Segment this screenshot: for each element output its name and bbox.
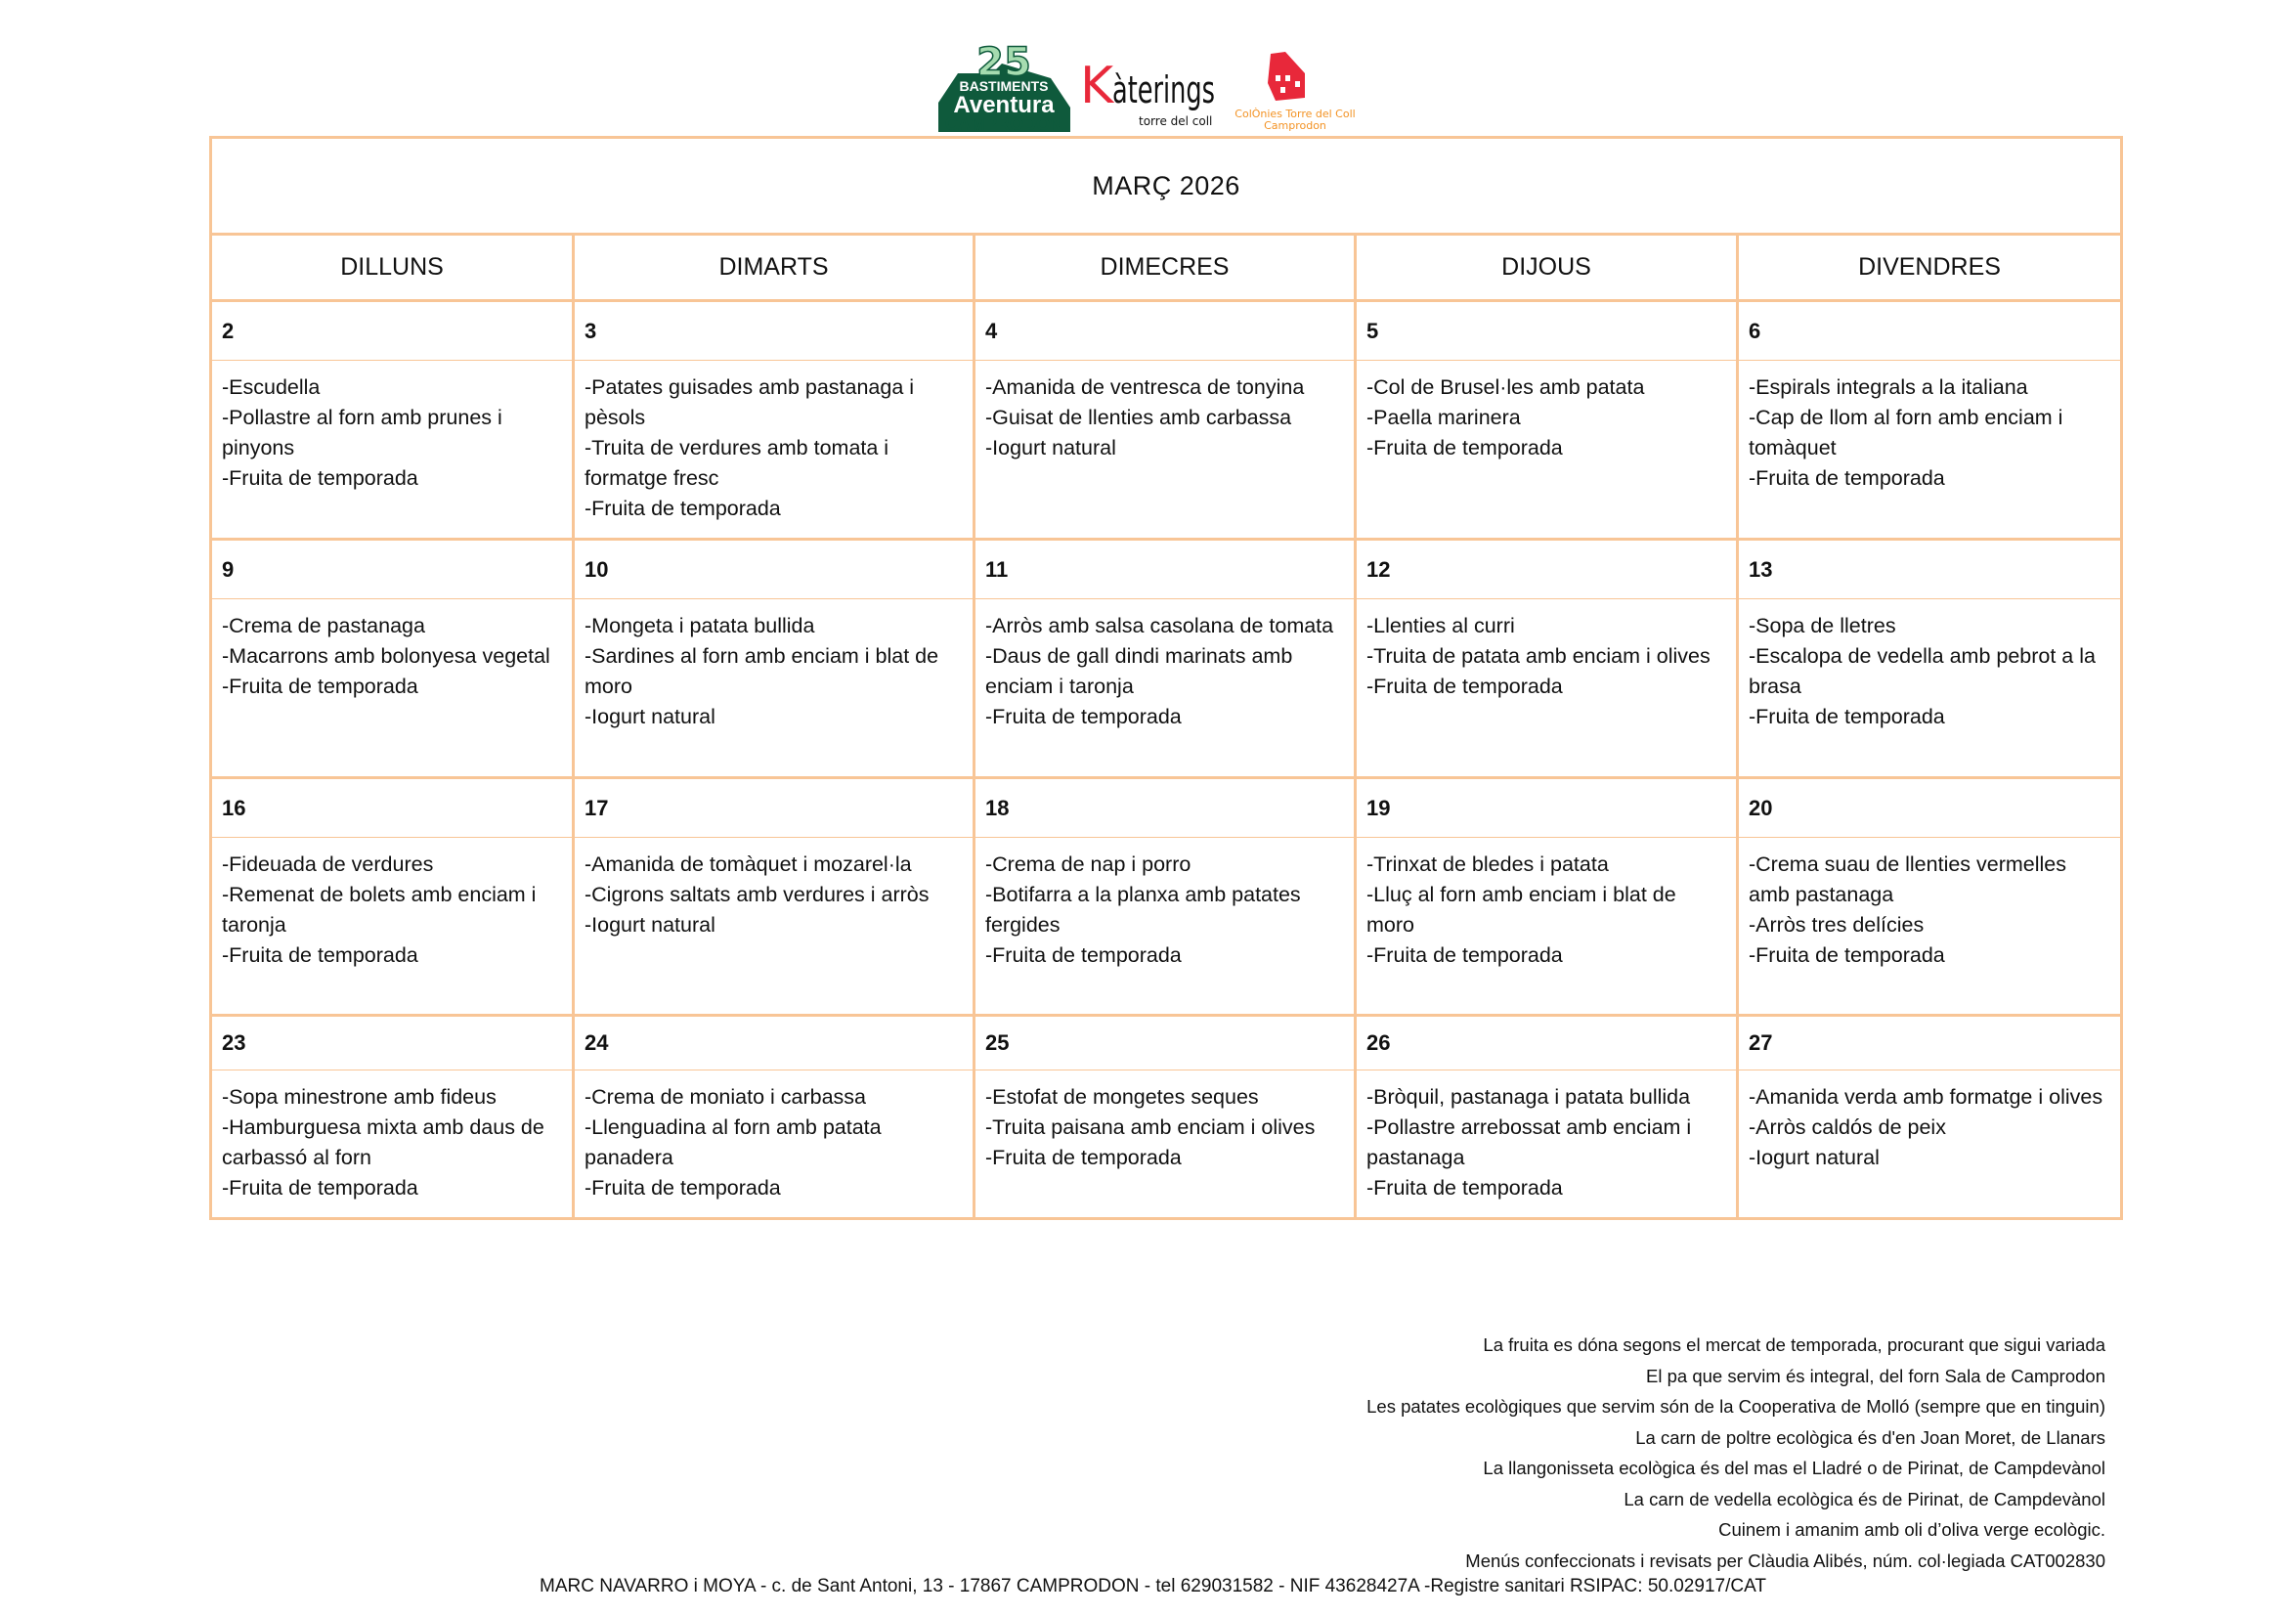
menu-item: -Fruita de temporada bbox=[1366, 436, 1563, 459]
date-cell: 12 bbox=[1356, 540, 1738, 599]
menu-item: -Crema de nap i porro bbox=[985, 852, 1191, 876]
date-cell: 9 bbox=[211, 540, 574, 599]
menu-item: -Daus de gall dindi marinats amb enciam i taronja bbox=[985, 644, 1293, 698]
date-cell: 24 bbox=[574, 1016, 975, 1070]
date-cell: 27 bbox=[1738, 1016, 2122, 1070]
footer-note: La llangonisseta ecològica és del mas el Lladré o de Pirinat, de Campdevànol bbox=[1483, 1458, 2105, 1478]
menu-cell bbox=[211, 1070, 574, 1219]
menu-item: -Botifarra a la planxa amb patates fergides bbox=[985, 883, 1301, 937]
date-cell: 23 bbox=[211, 1016, 574, 1070]
svg-text:BASTIMENTS: BASTIMENTS bbox=[959, 78, 1049, 94]
menu-item: -Pollastre al forn amb prunes i pinyons bbox=[222, 406, 502, 459]
menu-item: -Iogurt natural bbox=[585, 705, 715, 728]
menu-item: -Fruita de temporada bbox=[585, 497, 781, 520]
menu-item: -Estofat de mongetes seques bbox=[985, 1085, 1259, 1109]
month-title: MARÇ 2026 bbox=[211, 138, 2122, 235]
menu-cell bbox=[211, 361, 574, 540]
menu-cell bbox=[975, 599, 1356, 778]
date-cell: 11 bbox=[975, 540, 1356, 599]
menu-cell bbox=[1356, 1070, 1738, 1219]
date-cell: 25 bbox=[975, 1016, 1356, 1070]
menu-item: -Fruita de temporada bbox=[1749, 466, 1945, 490]
menu-item: -Fruita de temporada bbox=[1366, 675, 1563, 698]
footer-note: El pa que servim és integral, del forn Sala de Camprodon bbox=[1646, 1365, 2105, 1386]
svg-text:Camprodon: Camprodon bbox=[1264, 119, 1326, 132]
date-cell: 17 bbox=[574, 778, 975, 838]
menu-item: -Fruita de temporada bbox=[1749, 943, 1945, 967]
menu-item: -Fruita de temporada bbox=[985, 943, 1182, 967]
day-header: DIVENDRES bbox=[1738, 235, 2122, 301]
menu-item: -Escudella bbox=[222, 375, 321, 399]
menu-item: -Lluç al forn amb enciam i blat de moro bbox=[1366, 883, 1676, 937]
date-row bbox=[211, 778, 2122, 838]
menu-item: -Fruita de temporada bbox=[1366, 943, 1563, 967]
menu-item: -Trinxat de bledes i patata bbox=[1366, 852, 1609, 876]
menu-item: -Arròs tres delícies bbox=[1749, 913, 1925, 937]
menu-cell bbox=[574, 361, 975, 540]
menu-item: -Col de Brusel·les amb patata bbox=[1366, 375, 1645, 399]
footer-note: La carn de vedella ecològica és de Pirinat, de Campdevànol bbox=[1624, 1488, 2105, 1509]
menu-item: -Espirals integrals a la italiana bbox=[1749, 375, 2028, 399]
menu-item: -Arròs caldós de peix bbox=[1749, 1115, 1946, 1139]
menu-cell bbox=[1738, 599, 2122, 778]
menu-cell bbox=[975, 361, 1356, 540]
date-row bbox=[211, 301, 2122, 361]
menu-item: -Iogurt natural bbox=[985, 436, 1116, 459]
menu-item: -Sopa minestrone amb fideus bbox=[222, 1085, 497, 1109]
svg-text:torre del coll: torre del coll bbox=[1139, 114, 1213, 128]
menu-item: -Iogurt natural bbox=[585, 913, 715, 937]
menu-item: -Amanida de ventresca de tonyina bbox=[985, 375, 1305, 399]
menu-item: -Escalopa de vedella amb pebrot a la brasa bbox=[1749, 644, 2096, 698]
menu-item: -Cigrons saltats amb verdures i arròs bbox=[585, 883, 930, 906]
footer-note: Les patates ecològiques que servim són de la Cooperativa de Molló (sempre que en tinguin) bbox=[1366, 1396, 2105, 1417]
menu-item: -Crema suau de llenties vermelles amb pastanaga bbox=[1749, 852, 2067, 906]
logos bbox=[933, 29, 1364, 132]
menu-item: -Pollastre arrebossat amb enciam i pastanaga bbox=[1366, 1115, 1692, 1169]
menu-cell bbox=[1738, 361, 2122, 540]
date-cell: 6 bbox=[1738, 301, 2122, 361]
menu-item: -Fruita de temporada bbox=[585, 1176, 781, 1200]
menu-row bbox=[211, 361, 2122, 540]
menu-row bbox=[211, 1070, 2122, 1219]
date-cell: 10 bbox=[574, 540, 975, 599]
menu-item: -Bròquil, pastanaga i patata bullida bbox=[1366, 1085, 1691, 1109]
katerings-logo bbox=[1080, 49, 1222, 132]
menu-cell bbox=[574, 1070, 975, 1219]
date-row bbox=[211, 1016, 2122, 1070]
menu-cell bbox=[1356, 599, 1738, 778]
menu-item: -Patates guisades amb pastanaga i pèsols bbox=[585, 375, 915, 429]
footer-note: La fruita es dóna segons el mercat de temporada, procurant que sigui variada bbox=[1483, 1334, 2105, 1355]
day-header: DILLUNS bbox=[211, 235, 574, 301]
menu-item: -Cap de llom al forn amb enciam i tomàquet bbox=[1749, 406, 2063, 459]
date-cell: 13 bbox=[1738, 540, 2122, 599]
date-row bbox=[211, 540, 2122, 599]
menu-item: -Sopa de lletres bbox=[1749, 614, 1896, 637]
menu-item: -Fruita de temporada bbox=[222, 466, 418, 490]
menu-item: -Fruita de temporada bbox=[222, 1176, 418, 1200]
menu-row bbox=[211, 838, 2122, 1016]
menu-cell bbox=[211, 599, 574, 778]
footer-note: Menús confeccionats i revisats per Clàudia Alibés, núm. col·legiada CAT002830 bbox=[1465, 1550, 2105, 1571]
bastiments-aventura-logo bbox=[933, 34, 1075, 132]
menu-item: -Arròs amb salsa casolana de tomata bbox=[985, 614, 1334, 637]
menu-item: -Llenties al curri bbox=[1366, 614, 1515, 637]
date-cell: 5 bbox=[1356, 301, 1738, 361]
menu-item: -Fideuada de verdures bbox=[222, 852, 434, 876]
company-address: MARC NAVARRO i MOYA - c. de Sant Antoni, 13 - 17867 CAMPRODON - tel 629031582 - NIF 43628427A -Registre sanitari RSIPAC: 50.02917/CAT bbox=[540, 1576, 1766, 1596]
menu-item: -Fruita de temporada bbox=[985, 705, 1182, 728]
colonies-torre-del-coll-logo bbox=[1227, 44, 1364, 132]
date-cell: 4 bbox=[975, 301, 1356, 361]
menu-item: -Truita de patata amb enciam i olives bbox=[1366, 644, 1711, 668]
svg-text:CAMPRODON: CAMPRODON bbox=[945, 114, 1062, 134]
menu-item: -Truita de verdures amb tomata i formatge fresc bbox=[585, 436, 889, 490]
menu-item: -Sardines al forn amb enciam i blat de moro bbox=[585, 644, 939, 698]
day-header: DIMARTS bbox=[574, 235, 975, 301]
menu-item: -Truita paisana amb enciam i olives bbox=[985, 1115, 1316, 1139]
menu-item: -Paella marinera bbox=[1366, 406, 1521, 429]
menu-item: -Crema de moniato i carbassa bbox=[585, 1085, 866, 1109]
menu-item: -Hamburguesa mixta amb daus de carbassó al forn bbox=[222, 1115, 544, 1169]
menu-cell bbox=[1356, 361, 1738, 540]
date-cell: 19 bbox=[1356, 778, 1738, 838]
date-cell: 3 bbox=[574, 301, 975, 361]
menu-item: -Remenat de bolets amb enciam i taronja bbox=[222, 883, 537, 937]
menu-item: -Fruita de temporada bbox=[222, 943, 418, 967]
menu-cell bbox=[574, 599, 975, 778]
footer-note: Cuinem i amanim amb oli d’oliva verge ecològic. bbox=[1718, 1519, 2105, 1540]
date-cell: 26 bbox=[1356, 1016, 1738, 1070]
menu-item: -Fruita de temporada bbox=[1749, 705, 1945, 728]
day-header: DIJOUS bbox=[1356, 235, 1738, 301]
svg-text:ColÒnies Torre del Coll: ColÒnies Torre del Coll bbox=[1235, 108, 1356, 120]
day-header: DIMECRES bbox=[975, 235, 1356, 301]
menu-item: -Guisat de llenties amb carbassa bbox=[985, 406, 1292, 429]
menu-cell bbox=[574, 838, 975, 1016]
footer-note: La carn de poltre ecològica és d'en Joan Moret, de Llanars bbox=[1635, 1426, 2105, 1448]
menu-item: -Amanida verda amb formatge i olives bbox=[1749, 1085, 2103, 1109]
menu-item: -Fruita de temporada bbox=[1366, 1176, 1563, 1200]
svg-text:25: 25 bbox=[976, 40, 1031, 85]
menu-item: -Fruita de temporada bbox=[985, 1146, 1182, 1169]
date-cell: 16 bbox=[211, 778, 574, 838]
menu-cell bbox=[1738, 1070, 2122, 1219]
menu-item: -Iogurt natural bbox=[1749, 1146, 1880, 1169]
menu-cell bbox=[211, 838, 574, 1016]
svg-text:Aventura: Aventura bbox=[953, 92, 1055, 118]
menu-item: -Crema de pastanaga bbox=[222, 614, 425, 637]
date-cell: 20 bbox=[1738, 778, 2122, 838]
menu-item: -Fruita de temporada bbox=[222, 675, 418, 698]
svg-text:àterings: àterings bbox=[1112, 68, 1215, 111]
menu-item: -Mongeta i patata bullida bbox=[585, 614, 815, 637]
menu-item: -Llenguadina al forn amb patata panadera bbox=[585, 1115, 882, 1169]
menu-row bbox=[211, 599, 2122, 778]
monthly-menu-table bbox=[209, 136, 2123, 1220]
svg-text:K: K bbox=[1080, 57, 1114, 115]
menu-cell bbox=[1738, 838, 2122, 1016]
date-cell: 18 bbox=[975, 778, 1356, 838]
footer-notes bbox=[1366, 1330, 2105, 1576]
menu-cell bbox=[975, 838, 1356, 1016]
menu-cell bbox=[975, 1070, 1356, 1219]
menu-item: -Amanida de tomàquet i mozarel·la bbox=[585, 852, 912, 876]
date-cell: 2 bbox=[211, 301, 574, 361]
menu-item: -Macarrons amb bolonyesa vegetal bbox=[222, 644, 550, 668]
menu-cell bbox=[1356, 838, 1738, 1016]
